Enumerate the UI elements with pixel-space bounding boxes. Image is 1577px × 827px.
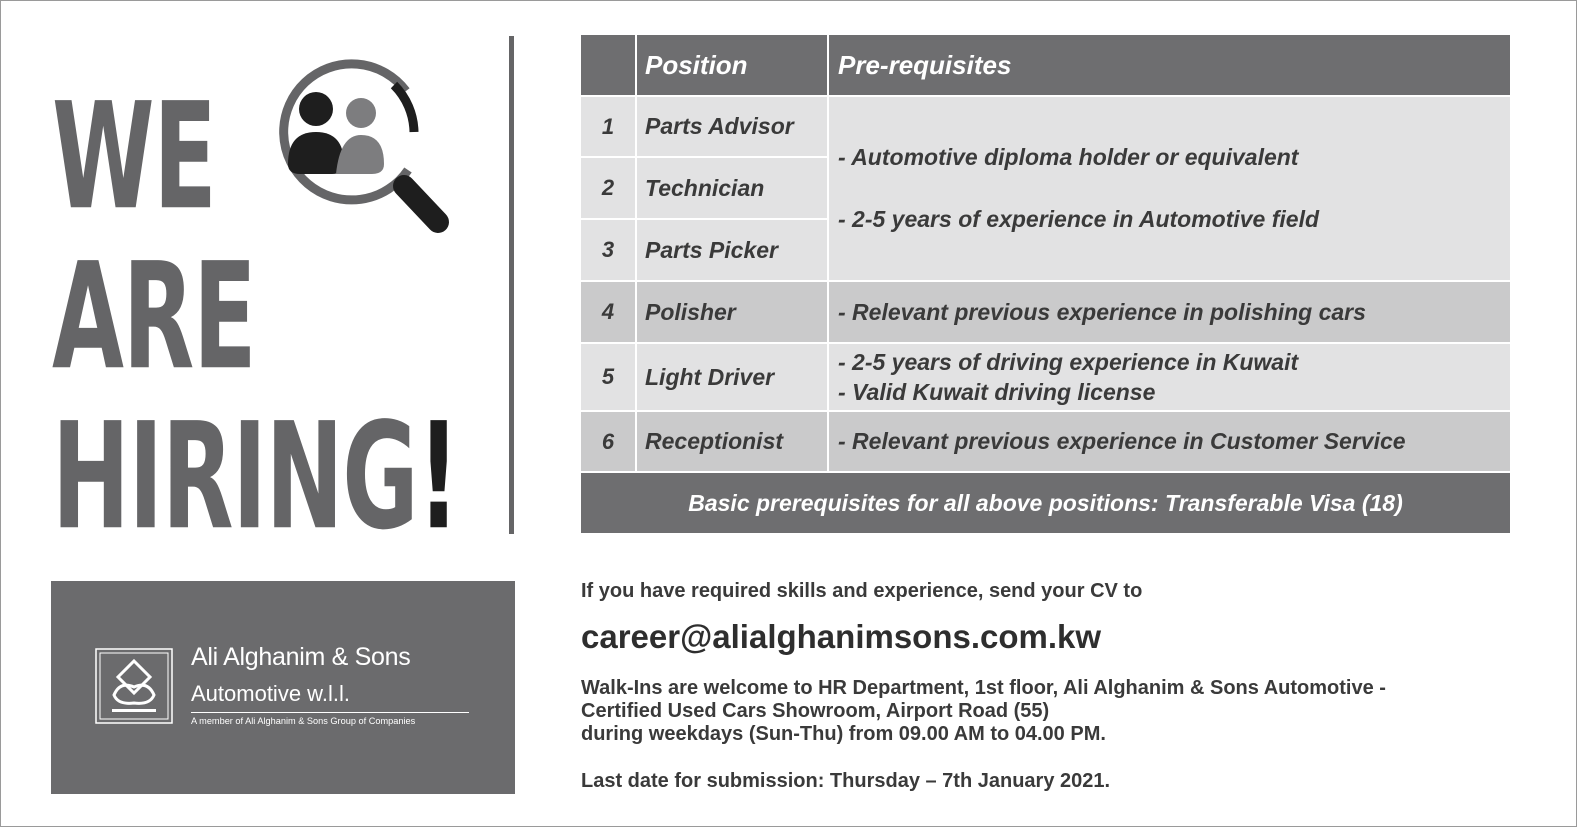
company-tagline: A member of Ali Alghanim & Sons Group of Companies [191,716,416,726]
row-5-position: Light Driver [637,344,827,410]
row-1-position: Parts Advisor [637,97,827,156]
row-6-position: Receptionist [637,412,827,471]
contact-email[interactable]: career@alialghanimsons.com.kw [581,618,1102,655]
header-position: Position [637,35,827,95]
row-2-number: 2 [581,158,635,218]
company-subtitle: Automotive w.l.l. [191,681,350,706]
logo-divider [191,712,469,713]
row-6-prerequisite: - Relevant previous experience in Customer Service [829,412,1510,471]
row-2-position: Technician [637,158,827,218]
header-number-cell [581,35,635,95]
prereq-experience: - 2-5 years of experience in Automotive field [838,206,1320,232]
row-4-prerequisite: - Relevant previous experience in polishing cars [829,282,1510,342]
headline-exclamation: ! [417,392,459,563]
walkin-line-2: Certified Used Cars Showroom, Airport Road (55) [581,700,1050,722]
company-name: Ali Alghanim & Sons [191,643,411,671]
headline-are: ARE [52,232,256,403]
row-4-number: 4 [581,282,635,342]
table-footer-note: Basic prerequisites for all above positions: Transferable Visa (18) [581,473,1510,533]
header-prerequisites: Pre-requisites [829,35,1510,95]
vertical-divider [509,36,514,534]
row-4-position: Polisher [637,282,827,342]
walkin-line-3: during weekdays (Sun-Thu) from 09.00 AM to 04.00 PM. [581,723,1106,745]
contact-intro: If you have required skills and experience, send your CV to [581,580,1143,602]
row-5-prereq-line2: - Valid Kuwait driving license [838,379,1156,405]
last-submission-date: Last date for submission: Thursday – 7th January 2021. [581,770,1111,792]
walkin-line-1: Walk-Ins are welcome to HR Department, 1st floor, Ali Alghanim & Sons Automotive - [581,677,1386,699]
headline-we: WE [52,72,216,243]
company-emblem-icon [94,647,174,725]
prereq-diploma: - Automotive diploma holder or equivalent [838,144,1299,170]
rows-1-3-prerequisites [829,97,1510,280]
row-5-number: 5 [581,344,635,410]
jobs-table [581,35,1510,533]
magnifier-people-icon [256,46,456,246]
row-1-number: 1 [581,97,635,156]
row-5-prerequisites [829,344,1510,410]
row-3-number: 3 [581,220,635,280]
headline-hiring [52,392,459,563]
company-logo-box [51,581,515,794]
row-6-number: 6 [581,412,635,471]
walkin-info [581,677,1386,746]
row-3-position: Parts Picker [637,220,827,280]
row-5-prereq-line1: - 2-5 years of driving experience in Kuwait [838,349,1299,375]
headline-hiring-text: HIRING [52,392,418,563]
